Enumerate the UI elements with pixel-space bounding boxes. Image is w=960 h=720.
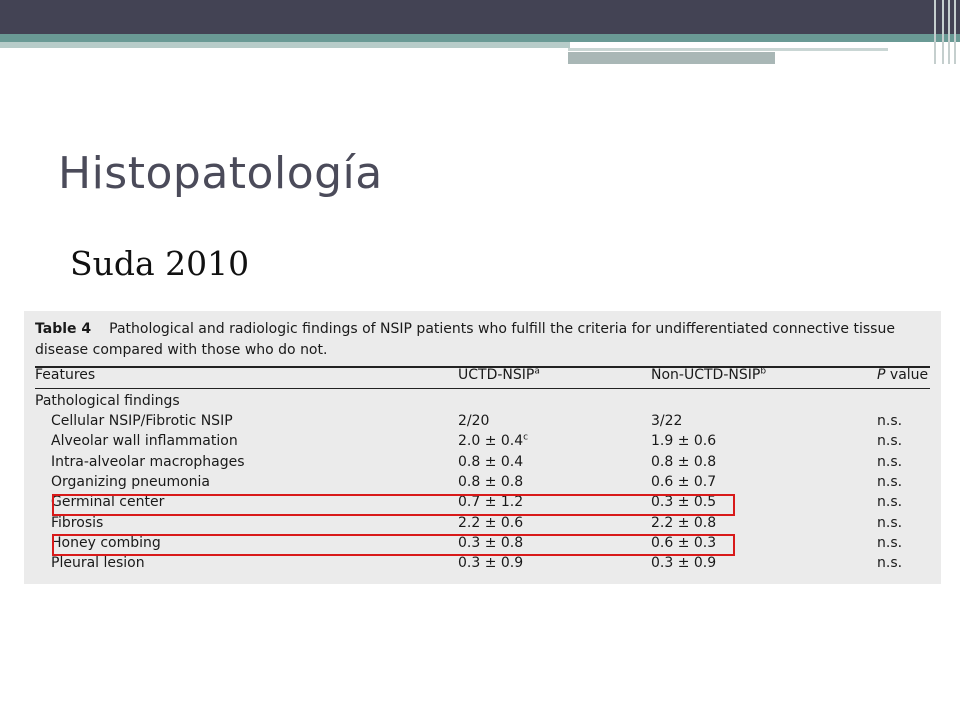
header-p-value: P value <box>877 367 929 383</box>
header-stripes <box>928 0 960 64</box>
header-non-uctd: Non-UCTD-NSIP$^b$ <box>651 366 767 383</box>
header-accent-bar <box>0 34 960 42</box>
cell-p-value: n.s. <box>877 453 903 470</box>
header-accent-bar-light <box>0 42 570 48</box>
cell-non-uctd: 0.6 ± 0.3 <box>651 534 717 551</box>
cell-non-uctd: 3/22 <box>651 413 683 429</box>
header-uctd: UCTD-NSIP$^a$ <box>458 366 540 383</box>
table-row <box>24 515 941 535</box>
table-row <box>24 433 941 453</box>
cell-uctd: 2/20 <box>458 413 490 429</box>
cell-feature: Cellular NSIP/Fibrotic NSIP <box>51 413 233 429</box>
cell-feature: Organizing pneumonia <box>51 473 210 490</box>
cell-feature: Alveolar wall inflammation <box>51 433 238 450</box>
cell-uctd: 0.3 ± 0.9 <box>458 555 524 572</box>
table-caption-text: Pathological and radiologic findings of NSIP patients who fulfill the criteria for undifferentiated connective tissue disease compared with those who do not. <box>35 321 895 358</box>
header-banner <box>0 0 960 34</box>
cell-p-value: n.s. <box>877 494 903 511</box>
table-row <box>24 454 941 474</box>
slide-title: Histopatología <box>58 148 383 199</box>
table-row <box>24 413 941 433</box>
cell-p-value: n.s. <box>877 555 903 572</box>
cell-p-value: n.s. <box>877 473 903 490</box>
table-row <box>24 474 941 494</box>
cell-p-value: n.s. <box>877 534 903 551</box>
table-label: Table 4 <box>35 321 92 337</box>
table-caption <box>35 319 930 361</box>
table-section-heading: Pathological findings <box>35 393 180 409</box>
table-header-rule <box>35 388 930 389</box>
cell-non-uctd: 0.3 ± 0.5 <box>651 494 717 511</box>
header-accent-block <box>568 52 775 64</box>
highlight-box-honey-combing <box>52 534 735 556</box>
header-accent-line <box>568 48 888 51</box>
cell-uctd: 0.8 ± 0.4 <box>458 453 524 470</box>
cell-p-value: n.s. <box>877 514 903 531</box>
cell-p-value: n.s. <box>877 413 903 429</box>
cell-uctd: 0.3 ± 0.8 <box>458 534 524 551</box>
cell-uctd: 0.8 ± 0.8 <box>458 473 524 490</box>
slide-subtitle: Suda 2010 <box>70 244 250 283</box>
cell-p-value: n.s. <box>877 433 903 450</box>
cell-feature: Pleural lesion <box>51 555 145 572</box>
cell-feature: Intra-alveolar macrophages <box>51 453 245 470</box>
cell-feature: Fibrosis <box>51 514 104 531</box>
highlight-box-germinal-center <box>52 494 735 516</box>
cell-non-uctd: 1.9 ± 0.6 <box>651 433 717 450</box>
cell-uctd: 0.7 ± 1.2 <box>458 494 524 511</box>
cell-uctd: 2.0 ± 0.4$^c$ <box>458 432 529 450</box>
cell-non-uctd: 2.2 ± 0.8 <box>651 514 717 531</box>
header-features: Features <box>35 367 96 383</box>
cell-uctd: 2.2 ± 0.6 <box>458 514 524 531</box>
table-figure <box>24 311 941 584</box>
table-row <box>24 555 941 575</box>
cell-non-uctd: 0.6 ± 0.7 <box>651 473 717 490</box>
table-header-row <box>24 367 941 387</box>
cell-feature: Germinal center <box>51 494 165 511</box>
cell-non-uctd: 0.8 ± 0.8 <box>651 453 717 470</box>
cell-non-uctd: 0.3 ± 0.9 <box>651 555 717 572</box>
cell-feature: Honey combing <box>51 534 161 551</box>
